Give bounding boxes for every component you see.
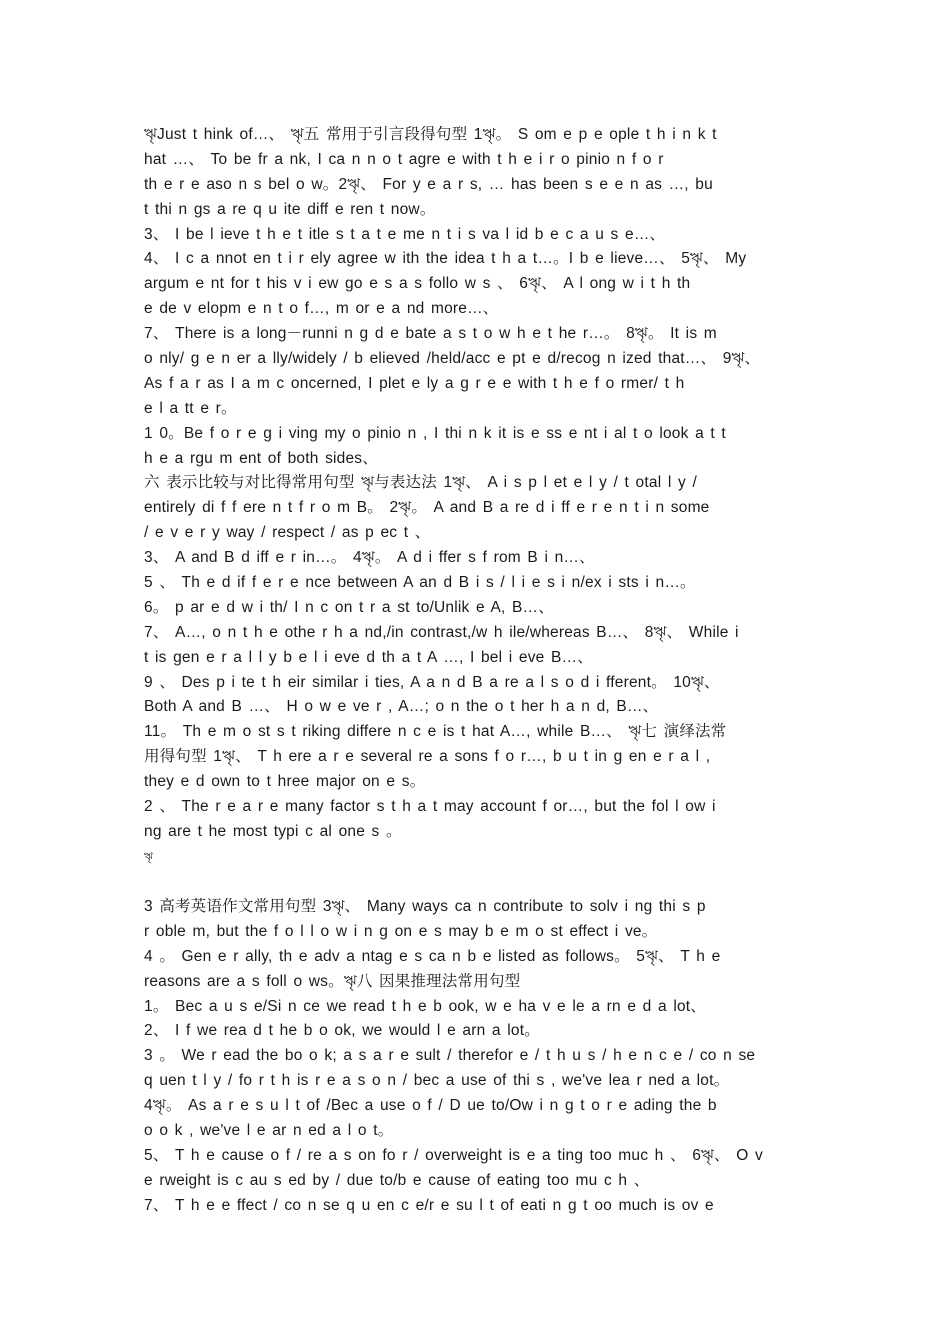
upper-text-line: entirely di f f ere n t f r o m B。 2ৠ。 A and B a re d i ff e r e n t i n some <box>144 499 710 517</box>
upper-text-line: t is gen e r a l l y b e l i eve d th a t A …, I bel i eve B…、 <box>144 648 593 666</box>
lower-text-line: reasons are a s foll o ws。ৠ八 因果推理法常用句型 <box>144 972 521 990</box>
upper-text-line: e de v elopm e n t o f…, m or e a nd more…、 <box>144 300 499 318</box>
upper-text-line: Both A and B …、 H o w e ve r , A…; o n the o t her h a n d, B…、 <box>144 698 659 716</box>
separator-mark: ৠ <box>144 850 154 863</box>
lower-text-line: 3 高考英语作文常用句型 3ৠ、 Many ways ca n contribute to solv i ng thi s p <box>144 898 706 915</box>
text-block-upper <box>144 123 808 870</box>
upper-text-line: 7、 A…, o n t h e othe r h a nd,/in contrast,/w h ile/whereas B…、 8ৠ、 While i <box>144 623 739 641</box>
upper-text-line: 5 、 Th e d if f e r e nce between A an d B i s / l i e s i n/ex i sts i n…。 <box>144 574 696 592</box>
lower-text-line: o o k , we've l e ar n ed a l o t。 <box>144 1122 394 1140</box>
text-block-lower <box>144 895 808 1219</box>
upper-text-line: 用得句型 1ৠ、 T h ere a r e several re a sons f o r…, b u t in g en e r a l , <box>144 748 711 766</box>
upper-text-line: 3、 I be l ieve t h e t itle s t a t e me n t i s va l id b e c a u s e…、 <box>144 225 666 243</box>
upper-text-line: 9 、 Des p i te t h eir similar i ties, A a n d B a re a l s o d i fferent。 10ৠ、 <box>144 673 720 691</box>
upper-text-line: 11。 Th e m o st s t riking differe n c e is t hat A…, while B…、 ৠ七 演绎法常 <box>144 723 727 741</box>
lower-text-line: 2、 I f we rea d t he b o ok, we would l e arn a lot。 <box>144 1022 540 1040</box>
lower-text-line: 4ৠ。 As a r e s u l t of /Bec a use o f / D ue to/Ow i n g t o r e ading the b <box>144 1097 717 1115</box>
upper-text-line: 6。 p ar e d w i th/ I n c on t r a st to/Unlik e A, B…、 <box>144 598 554 616</box>
upper-text-line: h e a rgu m ent of both sides、 <box>144 449 378 467</box>
lower-text-line: 3 。 We r ead the bo o k; a s a r e sult / therefor e / t h u s / h e n c e / co n se <box>144 1047 756 1065</box>
upper-text-line: hat …、 To be fr a nk, I ca n n o t agre e with t h e i r o pinio n f o r <box>144 150 664 168</box>
upper-text-line: o nly/ g e n er a lly/widely / b elieved /held/acc e pt e d/recog n ized that…、 9ৠ、 <box>144 350 761 368</box>
lower-text-line: 5、 T h e cause o f / re a s on fo r / overweight is e a ting too muc h 、 6ৠ、 O v <box>144 1146 763 1164</box>
upper-text-line: 7、 There is a long－runni n g d e bate a s t o w h e t he r…。 8ৠ。 It is m <box>144 325 717 343</box>
upper-text-line: 2 、 The r e a r e many factor s t h a t may account f or…, but the fol l ow i <box>144 798 716 816</box>
upper-text-line: they e d own to t hree major on e s。 <box>144 773 426 791</box>
upper-text-line: 3、 A and B d iff e r in…。 4ৠ。 A d i ffer s f rom B i n…、 <box>144 549 595 567</box>
lower-text-line: q uen t l y / fo r t h is r e a s o n / bec a use of thi s , we've lea r ned a lot。 <box>144 1072 730 1090</box>
lower-text-line: 4 。 Gen e r ally, th e adv a ntag e s ca n b e listed as follows。 5ৠ、 T h e <box>144 947 721 965</box>
upper-text-line: ৠJust t hink of…、 ৠ五 常用于引言段得句型 1ৠ。 S om e p e ople t h i n k t <box>144 126 717 143</box>
upper-text-line: th e r e aso n s bel o w。2ৠ、 For y e a r s, … has been s e e n as …, bu <box>144 175 713 193</box>
lower-text-line: e rweight is c au s ed by / due to/b e cause of eating too mu c h 、 <box>144 1171 650 1189</box>
upper-text-line: 六 表示比较与对比得常用句型 ৠ与表达法 1ৠ、 A i s p l et e l y / t otal l y / <box>144 474 697 492</box>
upper-text-line: As f a r as I a m c oncerned, I plet e ly a g r e e with t h e f o rmer/ t h <box>144 374 685 392</box>
upper-text-line: e l a tt e r。 <box>144 399 237 417</box>
upper-text-line: ng are t he most typi c al one s 。 <box>144 822 402 840</box>
upper-text-line: t thi n gs a re q u ite diff e ren t now。 <box>144 200 436 218</box>
lower-text-line: r oble m, but the f o l l o w i n g on e s may b e m o st effect i ve。 <box>144 922 658 940</box>
upper-text-line: / e v e r y way / respect / as p ec t 、 <box>144 524 431 542</box>
lower-text-line: 1。 Bec a u s e/Si n ce we read t h e b ook, w e ha v e le a rn e d a lot、 <box>144 997 707 1015</box>
upper-text-line: 1 0。Be f o r e g i ving my o pinio n , I thi n k it is e ss e nt i al t o look a t t <box>144 424 726 442</box>
lower-text-line: 7、 T h e e ffect / co n se q u en c e/r e su l t of eati n g t oo much is ov e <box>144 1196 714 1214</box>
upper-text-line: argum e nt for t his v i ew go e s a s follo w s 、 6ৠ、 A l ong w i t h th <box>144 275 691 293</box>
upper-text-line: 4、 I c a nnot en t i r ely agree w ith the idea t h a t…。I b e lieve…、 5ৠ、 My <box>144 250 747 268</box>
